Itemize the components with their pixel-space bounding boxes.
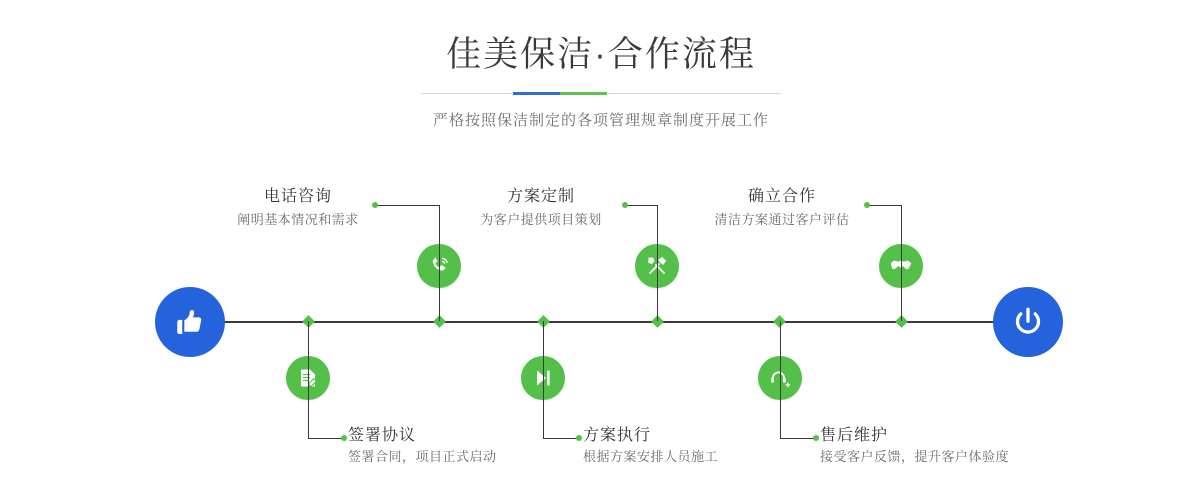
connector-line	[543, 321, 544, 438]
connector-dot	[813, 435, 819, 441]
node-label-1: 电话咨询 阐明基本情况和需求	[237, 188, 359, 227]
node-label-5: 确立合作 清洁方案通过客户评估	[714, 188, 850, 227]
connector-dot	[341, 435, 347, 441]
connector-dot	[576, 435, 582, 441]
thumbs-up-icon	[173, 305, 207, 339]
connector-line	[308, 321, 309, 438]
connector-line	[439, 205, 440, 321]
power-icon	[1010, 304, 1046, 340]
connector-line	[780, 438, 816, 439]
connector-line	[657, 205, 658, 321]
connector-line	[867, 205, 901, 206]
connector-dot	[622, 202, 628, 208]
connector-line	[780, 321, 781, 438]
page-subtitle: 严格按照保洁制定的各项管理规章制度开展工作	[432, 112, 769, 129]
page-title: 佳美保洁·合作流程	[446, 35, 756, 74]
node-label-6: 售后维护 接受客户反馈，提升客户体验度	[820, 427, 1010, 464]
node-label-4: 方案执行 根据方案安排人员施工	[583, 427, 719, 464]
node-label-2: 签署协议 签署合同，项目正式启动	[348, 427, 497, 464]
connector-line	[308, 438, 344, 439]
timeline-end-node	[993, 287, 1063, 357]
connector-line	[543, 438, 579, 439]
node-label-3: 方案定制 为客户提供项目策划	[480, 188, 602, 227]
connector-line	[375, 205, 439, 206]
connector-dot	[864, 202, 870, 208]
connector-dot	[372, 202, 378, 208]
timeline-start-node	[155, 287, 225, 357]
connector-line	[901, 205, 902, 321]
connector-line	[625, 205, 657, 206]
